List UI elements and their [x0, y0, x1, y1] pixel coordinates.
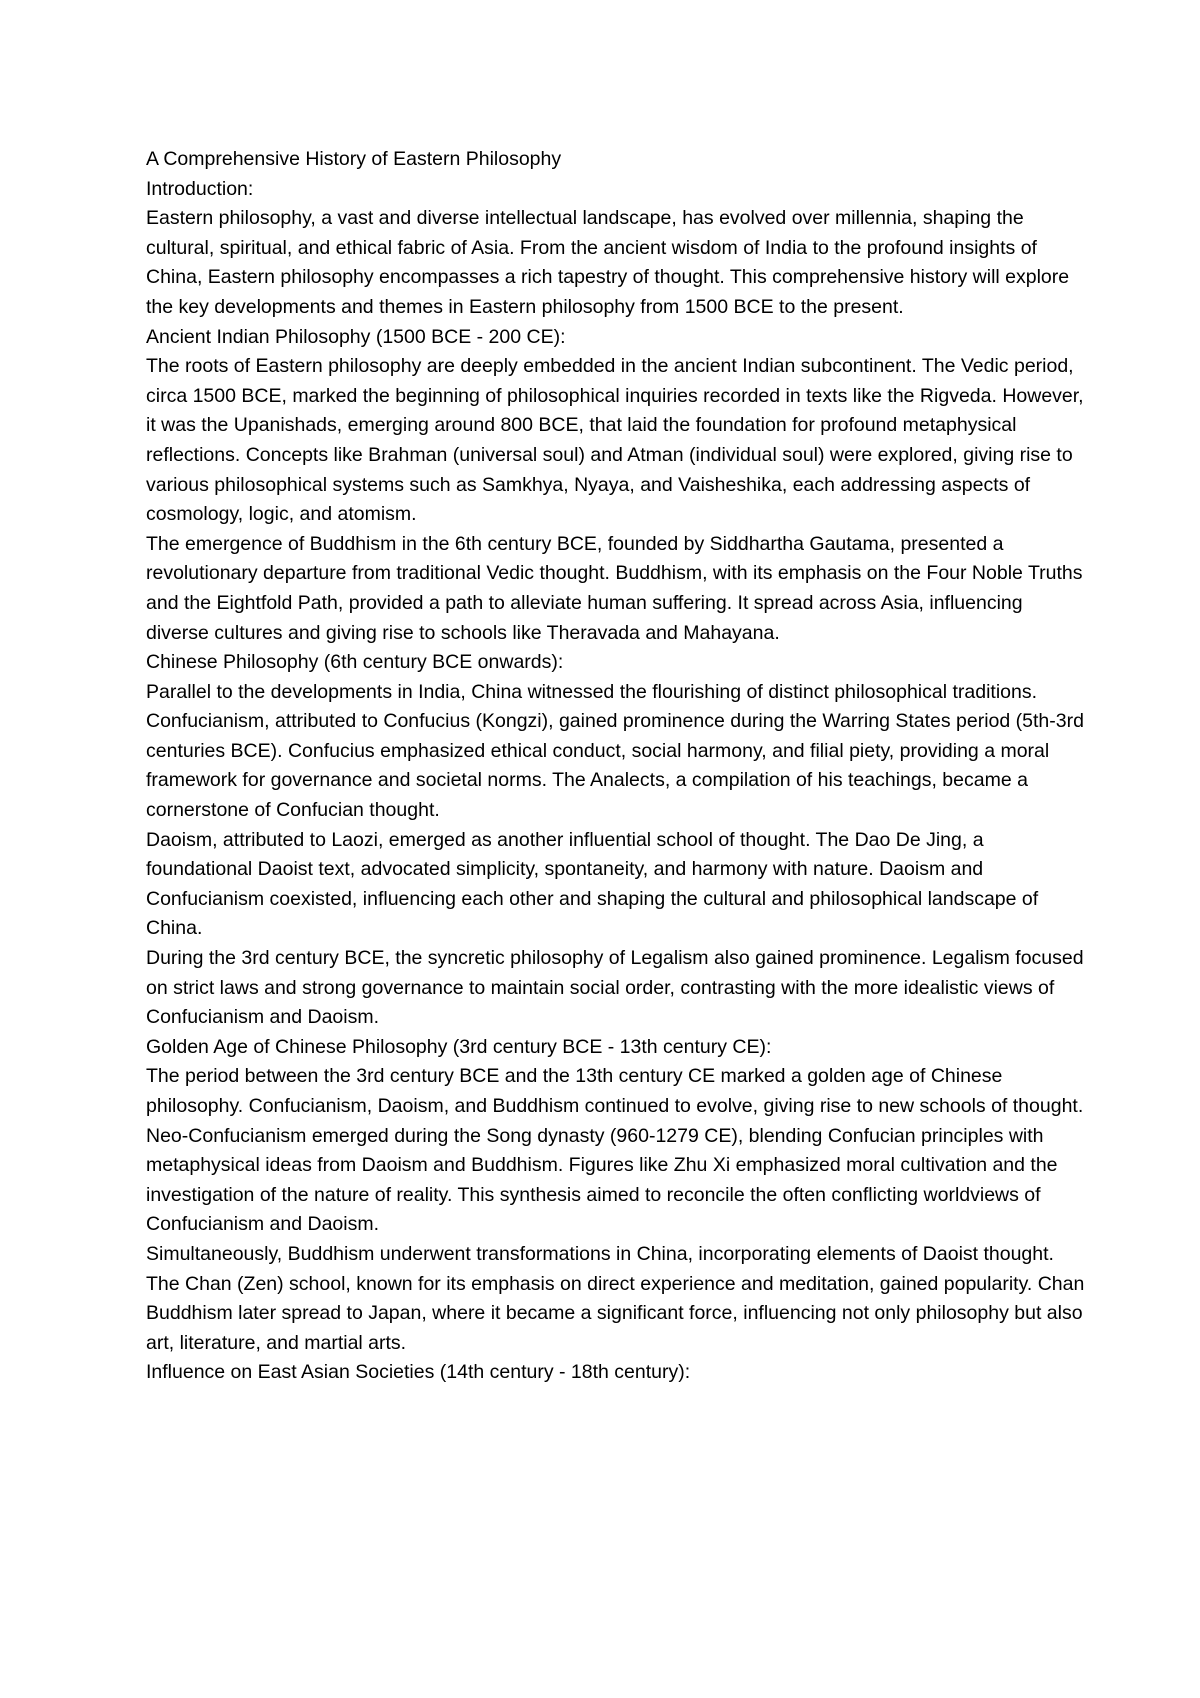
- paragraph-buddhism-emergence: The emergence of Buddhism in the 6th century BCE, founded by Siddhartha Gautama, presented a revolutionary departure from traditional Vedic thought. Buddhism, with its emphasis on the Four Noble Truths and the Eightfold Path, provided a path to alleviate human suffering. It spread across Asia, influencing diverse cultures and giving rise to schools like Theravada and Mahayana.: [146, 532, 1088, 644]
- paragraph-golden-age: The period between the 3rd century BCE and the 13th century CE marked a golden age of Chinese philosophy. Confucianism, Daoism, and Buddhism continued to evolve, giving rise to new schools of thought.: [146, 1065, 1084, 1117]
- document-title: A Comprehensive History of Eastern Philosophy: [146, 148, 562, 170]
- section-heading-ancient-indian-philosophy: Ancient Indian Philosophy (1500 BCE - 200 CE):: [146, 325, 566, 348]
- paragraph-neo-confucianism: Neo-Confucianism emerged during the Song dynasty (960-1279 CE), blending Confucian principles with metaphysical ideas from Daoism and Buddhism. Figures like Zhu Xi emphasized moral cultivation and the investigation of the nature of reality. This synthesis aimed to reconcile the often conflicting worldviews of Confucianism and Daoism.: [146, 1124, 1063, 1236]
- section-heading-chinese-philosophy: Chinese Philosophy (6th century BCE onwards):: [146, 651, 564, 674]
- paragraph-vedic-upanishads: The roots of Eastern philosophy are deeply embedded in the ancient Indian subcontinent. The Vedic period, circa 1500 BCE, marked the beginning of philosophical inquiries recorded in texts like the Rigveda. However, it was the Upanishads, emerging around 800 BCE, that laid the foundation for profound metaphysical reflections. Concepts like Brahman (universal soul) and Atman (individual soul) were explored, giving rise to various philosophical systems such as Samkhya, Nyaya, and Vaisheshika, each addressing aspects of cosmology, logic, and atomism.: [146, 355, 1090, 526]
- section-heading-east-asian-influence: Influence on East Asian Societies (14th century - 18th century):: [146, 1361, 691, 1384]
- section-heading-introduction: Introduction:: [146, 177, 254, 200]
- paragraph-chan-buddhism: Simultaneously, Buddhism underwent transformations in China, incorporating elements of Daoist thought. The Chan (Zen) school, known for its emphasis on direct experience and meditation, gained popularity. Chan Buddhism later spread to Japan, where it became a significant force, influencing not only philosophy but also art, literature, and martial arts.: [146, 1242, 1090, 1354]
- paragraph-daoism: Daoism, attributed to Laozi, emerged as another influential school of thought. The Dao De Jing, a foundational Daoist text, advocated simplicity, spontaneity, and harmony with nature. Daoism and Confucianism coexisted, influencing each other and shaping the cultural and philosophical landscape of China.: [146, 828, 1044, 940]
- paragraph-confucianism: Parallel to the developments in India, China witnessed the flourishing of distinct philosophical traditions. Confucianism, attributed to Confucius (Kongzi), gained prominence during the Warring States period (5th-3rd centuries BCE). Confucius emphasized ethical conduct, social harmony, and filial piety, providing a moral framework for governance and societal norms. The Analects, a compilation of his teachings, became a cornerstone of Confucian thought.: [146, 680, 1090, 822]
- section-heading-golden-age: Golden Age of Chinese Philosophy (3rd century BCE - 13th century CE):: [146, 1035, 772, 1058]
- paragraph-introduction: Eastern philosophy, a vast and diverse intellectual landscape, has evolved over millennia, shaping the cultural, spiritual, and ethical fabric of Asia. From the ancient wisdom of India to the profound insights of China, Eastern philosophy encompasses a rich tapestry of thought. This comprehensive history will explore the key developments and themes in Eastern philosophy from 1500 BCE to the present.: [146, 207, 1075, 318]
- paragraph-legalism: During the 3rd century BCE, the syncretic philosophy of Legalism also gained prominence. Legalism focused on strict laws and strong governance to maintain social order, contrasting with the more idealistic views of Confucianism and Daoism.: [146, 947, 1090, 1029]
- document-page: [146, 145, 1090, 1388]
